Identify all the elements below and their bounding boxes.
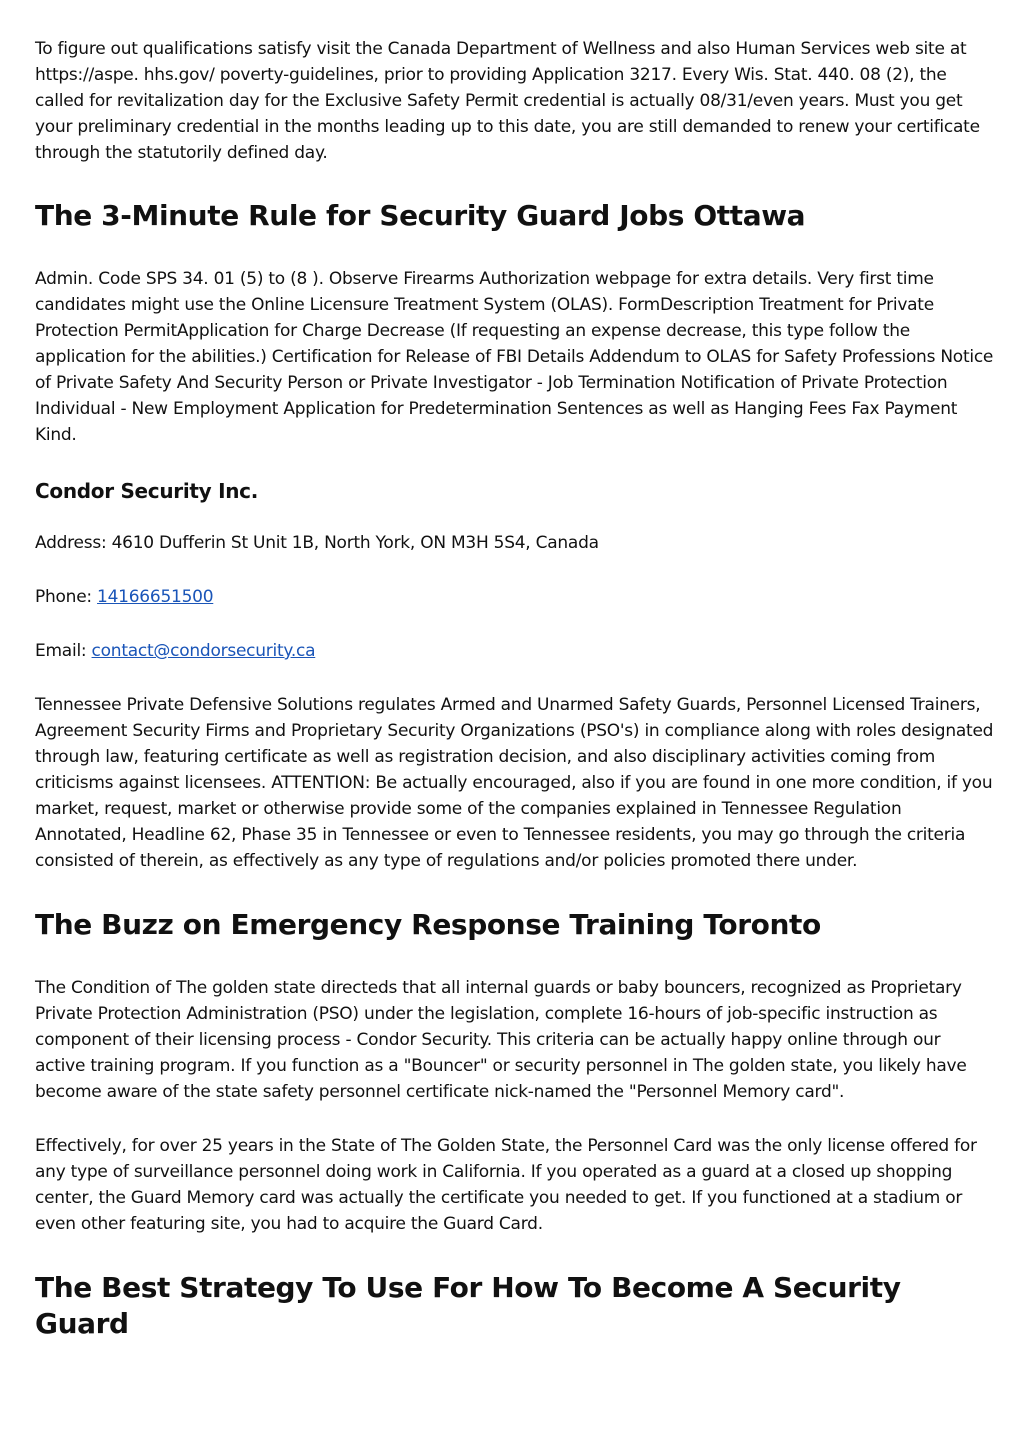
company-phone: [35, 584, 995, 610]
company-address: Address: 4610 Dufferin St Unit 1B, North York, ON M3H 5S4, Canada: [35, 533, 599, 553]
heading-security-guard-jobs: The 3-Minute Rule for Security Guard Jobs Ottawa: [35, 199, 806, 232]
tennessee-paragraph: Tennessee Private Defensive Solutions regulates Armed and Unarmed Safety Guards, Personnel Licensed Trainers, Agreement Security Firms and Proprietary Security Organizations (PSO's) in compliance along with roles designated through law, featuring certificate as well as registration decision, and also disciplinary activities coming from criticisms against licensees. ATTENTION: Be actually encouraged, also if you are found in one more condition, if you market, request, market or otherwise provide some of the companies explained in Tennessee Regulation Annotated, Headline 62, Phase 35 in Tennessee or even to Tennessee residents, you may go through the criteria consisted of therein, as effectively as any type of regulations and/or policies promoted there under.: [35, 695, 994, 871]
intro-paragraph: To figure out qualifications satisfy visit the Canada Department of Wellness and also Human Services web site at https://aspe. hhs.gov/ poverty-guidelines, prior to providing Application 3217. Every Wis. Stat. 440. 08 (2), the called for revitalization day for the Exclusive Safety Permit credential is actually 08/31/even years. Must you get your preliminary credential in the months leading up to this date, you are still demanded to renew your certificate through the statutorily defined day.: [35, 39, 980, 163]
phone-link[interactable]: 14166651500: [97, 587, 214, 607]
company-name: Condor Security Inc.: [35, 479, 259, 503]
email-label: Email:: [35, 641, 92, 661]
article: [35, 36, 995, 1342]
email-link[interactable]: contact@condorsecurity.ca: [91, 641, 316, 661]
admin-code-paragraph: Admin. Code SPS 34. 01 (5) to (8 ). Observe Firearms Authorization webpage for extra details. Very first time candidates might use the Online Licensure Treatment System (OLAS). FormDescription Treatment for Private Protection PermitApplication for Charge Decrease (If requesting an expense decrease, this type follow the application for the abilities.) Certification for Release of FBI Details Addendum to OLAS for Safety Professions Notice of Private Safety And Security Person or Private Investigator - Job Termination Notification of Private Protection Individual - New Employment Application for Predetermination Sentences as well as Hanging Fees Fax Payment Kind.: [35, 269, 994, 445]
guard-card-paragraph: Effectively, for over 25 years in the State of The Golden State, the Personnel Card was the only license offered for any type of surveillance personnel doing work in California. If you operated as a guard at a closed up shopping center, the Guard Memory card was actually the certificate you needed to get. If you functioned at a stadium or even other featuring site, you had to acquire the Guard Card.: [35, 1136, 977, 1234]
heading-emergency-response: The Buzz on Emergency Response Training Toronto: [35, 908, 821, 941]
california-paragraph: The Condition of The golden state directeds that all internal guards or baby bouncers, recognized as Proprietary Private Protection Administration (PSO) under the legislation, complete 16-hours of job-specific instruction as component of their licensing process - Condor Security. This criteria can be actually happy online through our active training program. If you function as a "Bouncer" or security personnel in The golden state, you likely have become aware of the state safety personnel certificate nick-named the "Personnel Memory card".: [35, 978, 967, 1102]
heading-become-security-guard: The Best Strategy To Use For How To Become A Security Guard: [35, 1271, 901, 1340]
phone-label: Phone:: [35, 587, 98, 607]
company-email: [35, 638, 995, 664]
